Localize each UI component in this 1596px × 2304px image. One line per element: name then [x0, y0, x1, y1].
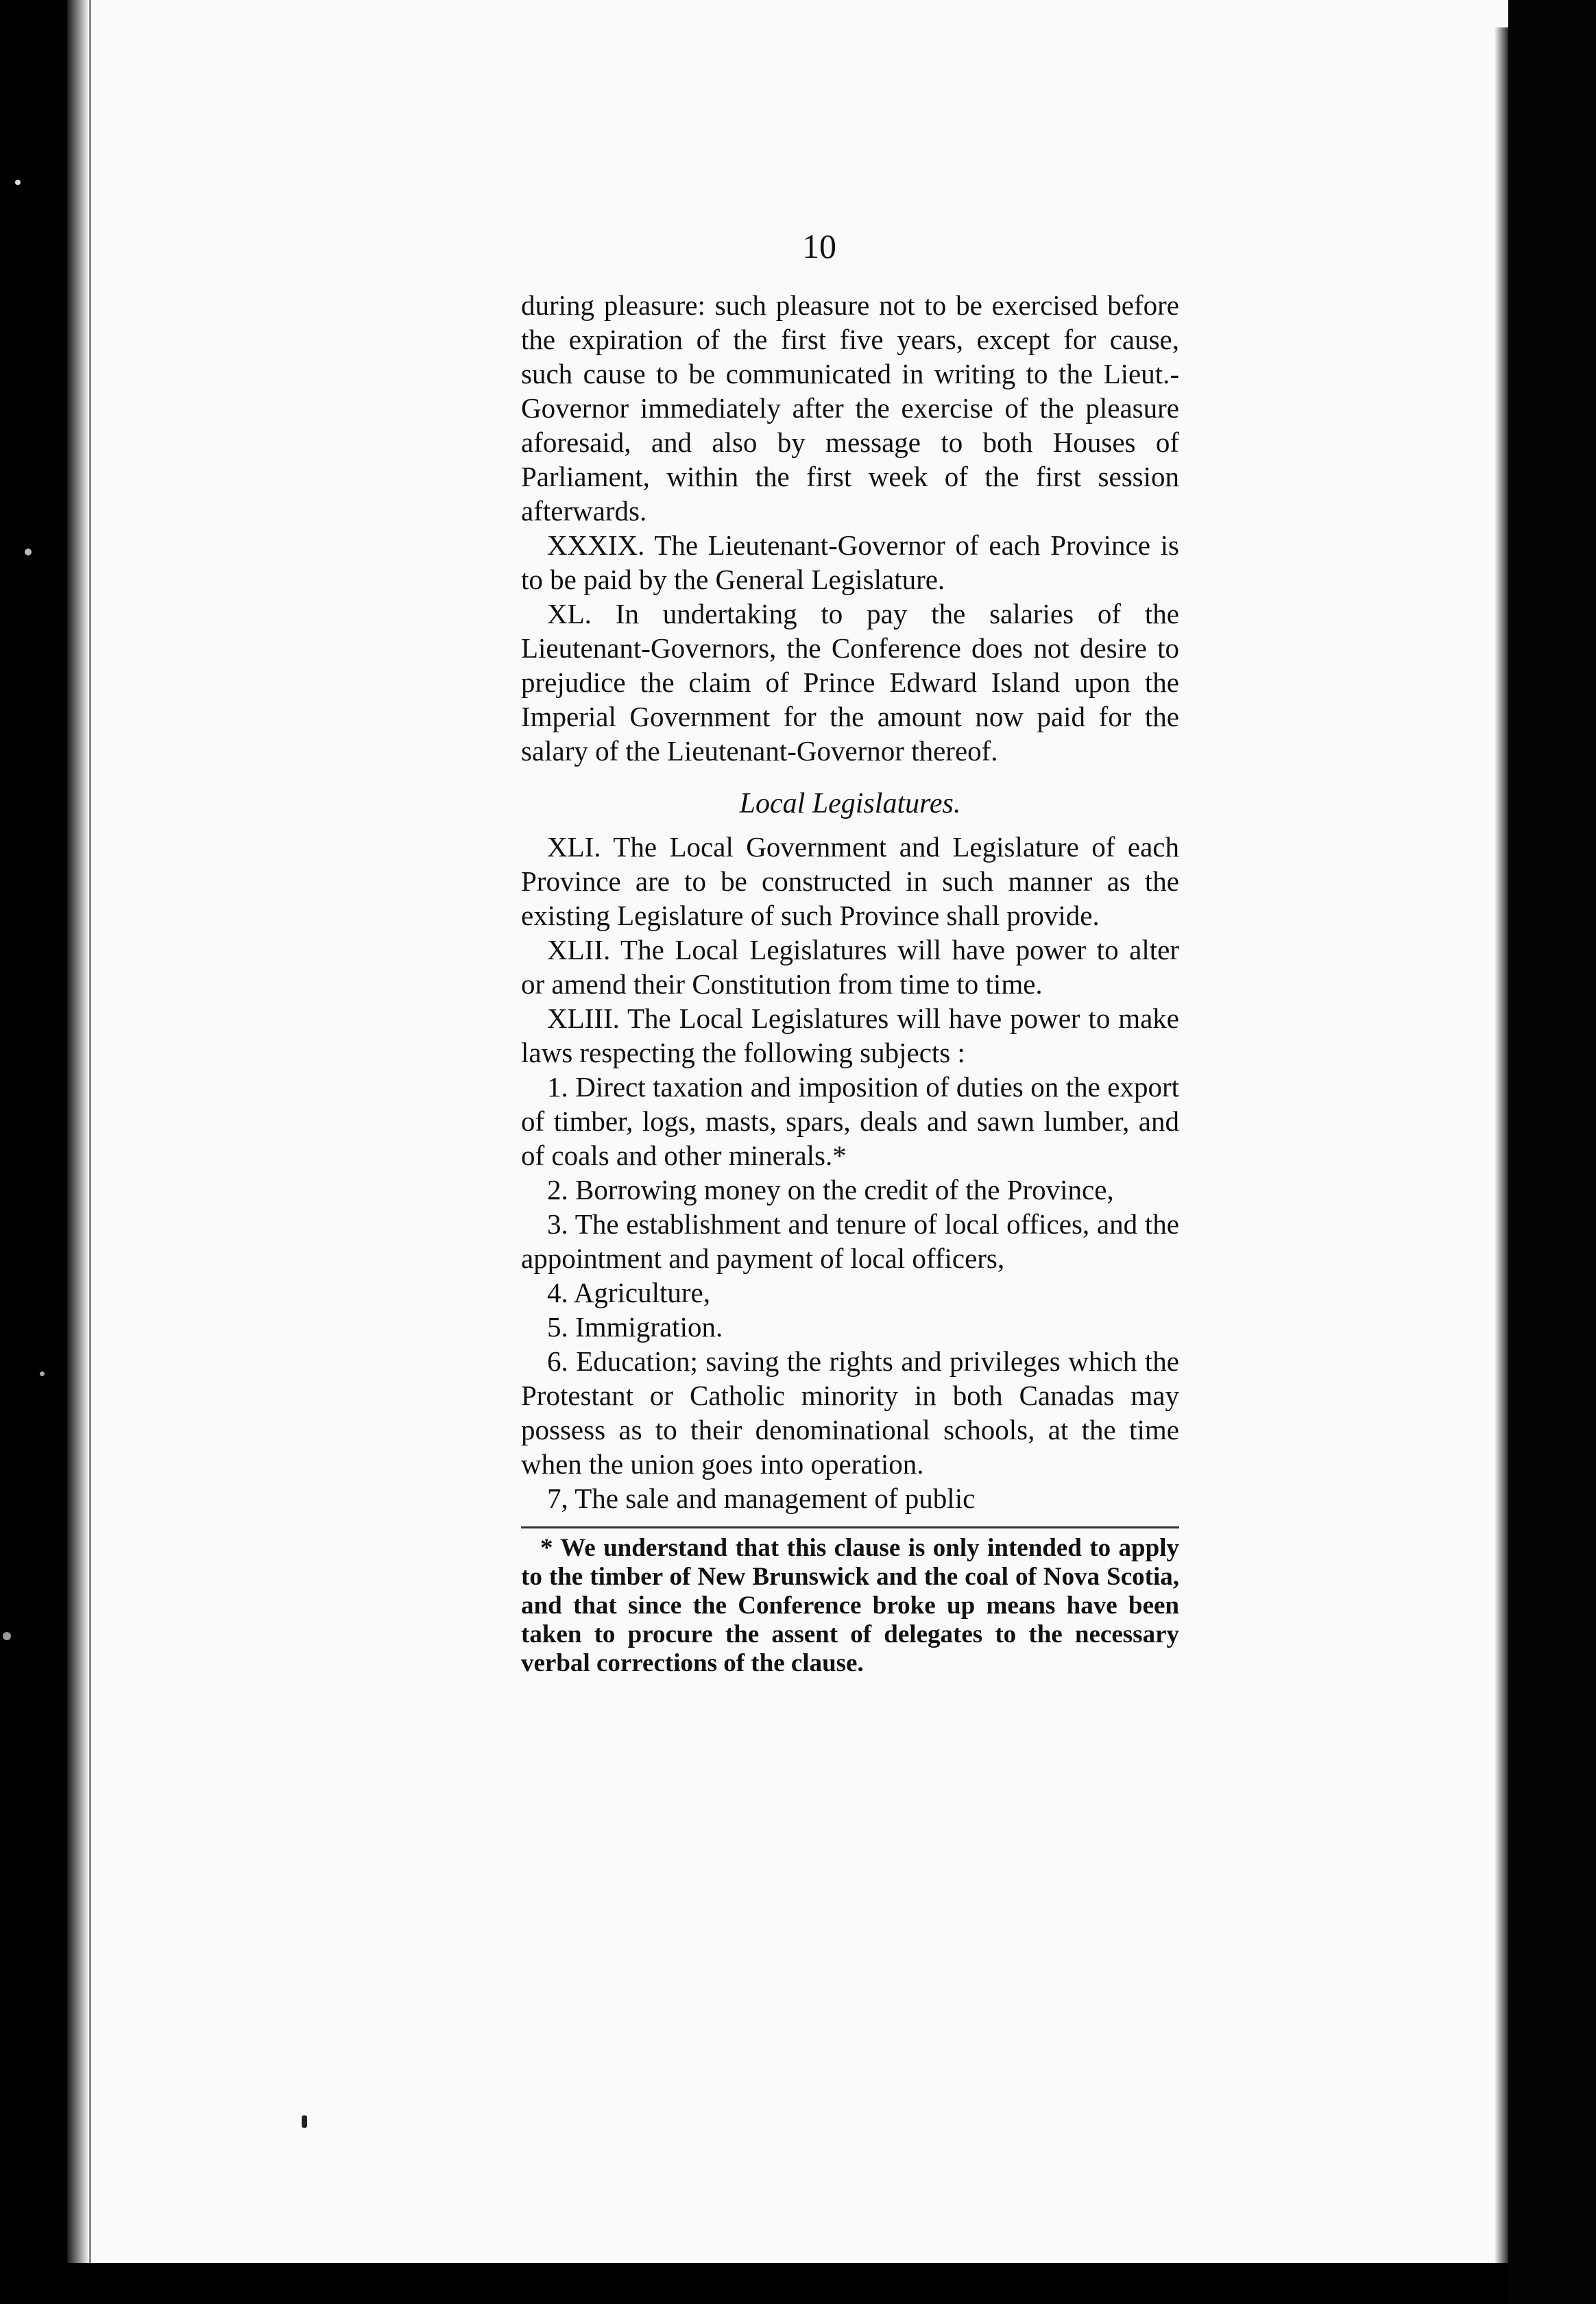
page-text [521, 288, 1179, 1678]
subject-item: 4. Agriculture, [547, 1277, 710, 1308]
dust-speck [3, 1632, 11, 1640]
subject-item: 2. Borrowing money on the credit of the Province, [547, 1174, 1114, 1205]
paragraph-continuation: during pleasure: such pleasure not to be exercised before the expiration of the first five years, except for cause, such cause to be communicated in writing to the Lieut.-Governor immediately after the exercise of the pleasure aforesaid, and also by message to both Houses of Parliament, within the first week of the first session afterwards. [521, 289, 1179, 527]
resolution-xlii: XLII. The Local Legislatures will have power to alter or amend their Constitution from time to time. [521, 934, 1179, 1000]
page-right-edge [1495, 27, 1508, 2263]
subject-item: 5. Immigration. [547, 1311, 723, 1343]
section-heading: Local Legislatures. [739, 788, 961, 819]
page-left-edge [67, 0, 88, 2296]
inner-page-border [89, 0, 91, 2263]
margin-mark [302, 2115, 307, 2128]
footnote-rule [521, 1526, 1179, 1528]
dust-speck [40, 1371, 45, 1376]
footnote: * We understand that this clause is only intended to apply to the timber of New Brunswick and the coal of Nova Scotia, and that since the Conference broke up means have been taken to procure the assent of delegates to the necessary verbal corrections of the clause. [521, 1534, 1179, 1677]
right-gutter [1508, 0, 1596, 2304]
page-number: 10 [802, 227, 836, 265]
resolution-xl: XL. In undertaking to pay the salaries of the Lieutenant-Governors, the Conference does not desire to prejudice the claim of Prince Edward Island upon the Imperial Government for the amount now paid for the salary of the Lieutenant-Governor thereof. [521, 598, 1179, 767]
resolution-xxxix: XXXIX. The Lieutenant-Governor of each Province is to be paid by the General Legislature. [521, 529, 1179, 595]
subject-item: 1. Direct taxation and imposition of duties on the export of timber, logs, masts, spars, deals and sawn lumber, and of coals and other minerals.* [521, 1071, 1179, 1171]
resolution-xliii: XLIII. The Local Legislatures will have power to make laws respecting the following subjects : [521, 1003, 1179, 1068]
bottom-edge [67, 2263, 1508, 2304]
subject-item: 3. The establishment and tenure of local offices, and the appointment and payment of local officers, [521, 1208, 1179, 1274]
resolution-xli: XLI. The Local Government and Legislature of each Province are to be constructed in such manner as the existing Legislature of such Province shall provide. [521, 831, 1179, 931]
dust-speck [25, 549, 32, 555]
dust-speck [15, 180, 21, 185]
subject-item: 6. Education; saving the rights and privileges which the Protestant or Catholic minority in both Canadas may possess as to their denominational schools, at the time when the union goes into operation. [521, 1345, 1179, 1480]
subject-item: 7, The sale and management of public [547, 1483, 976, 1514]
